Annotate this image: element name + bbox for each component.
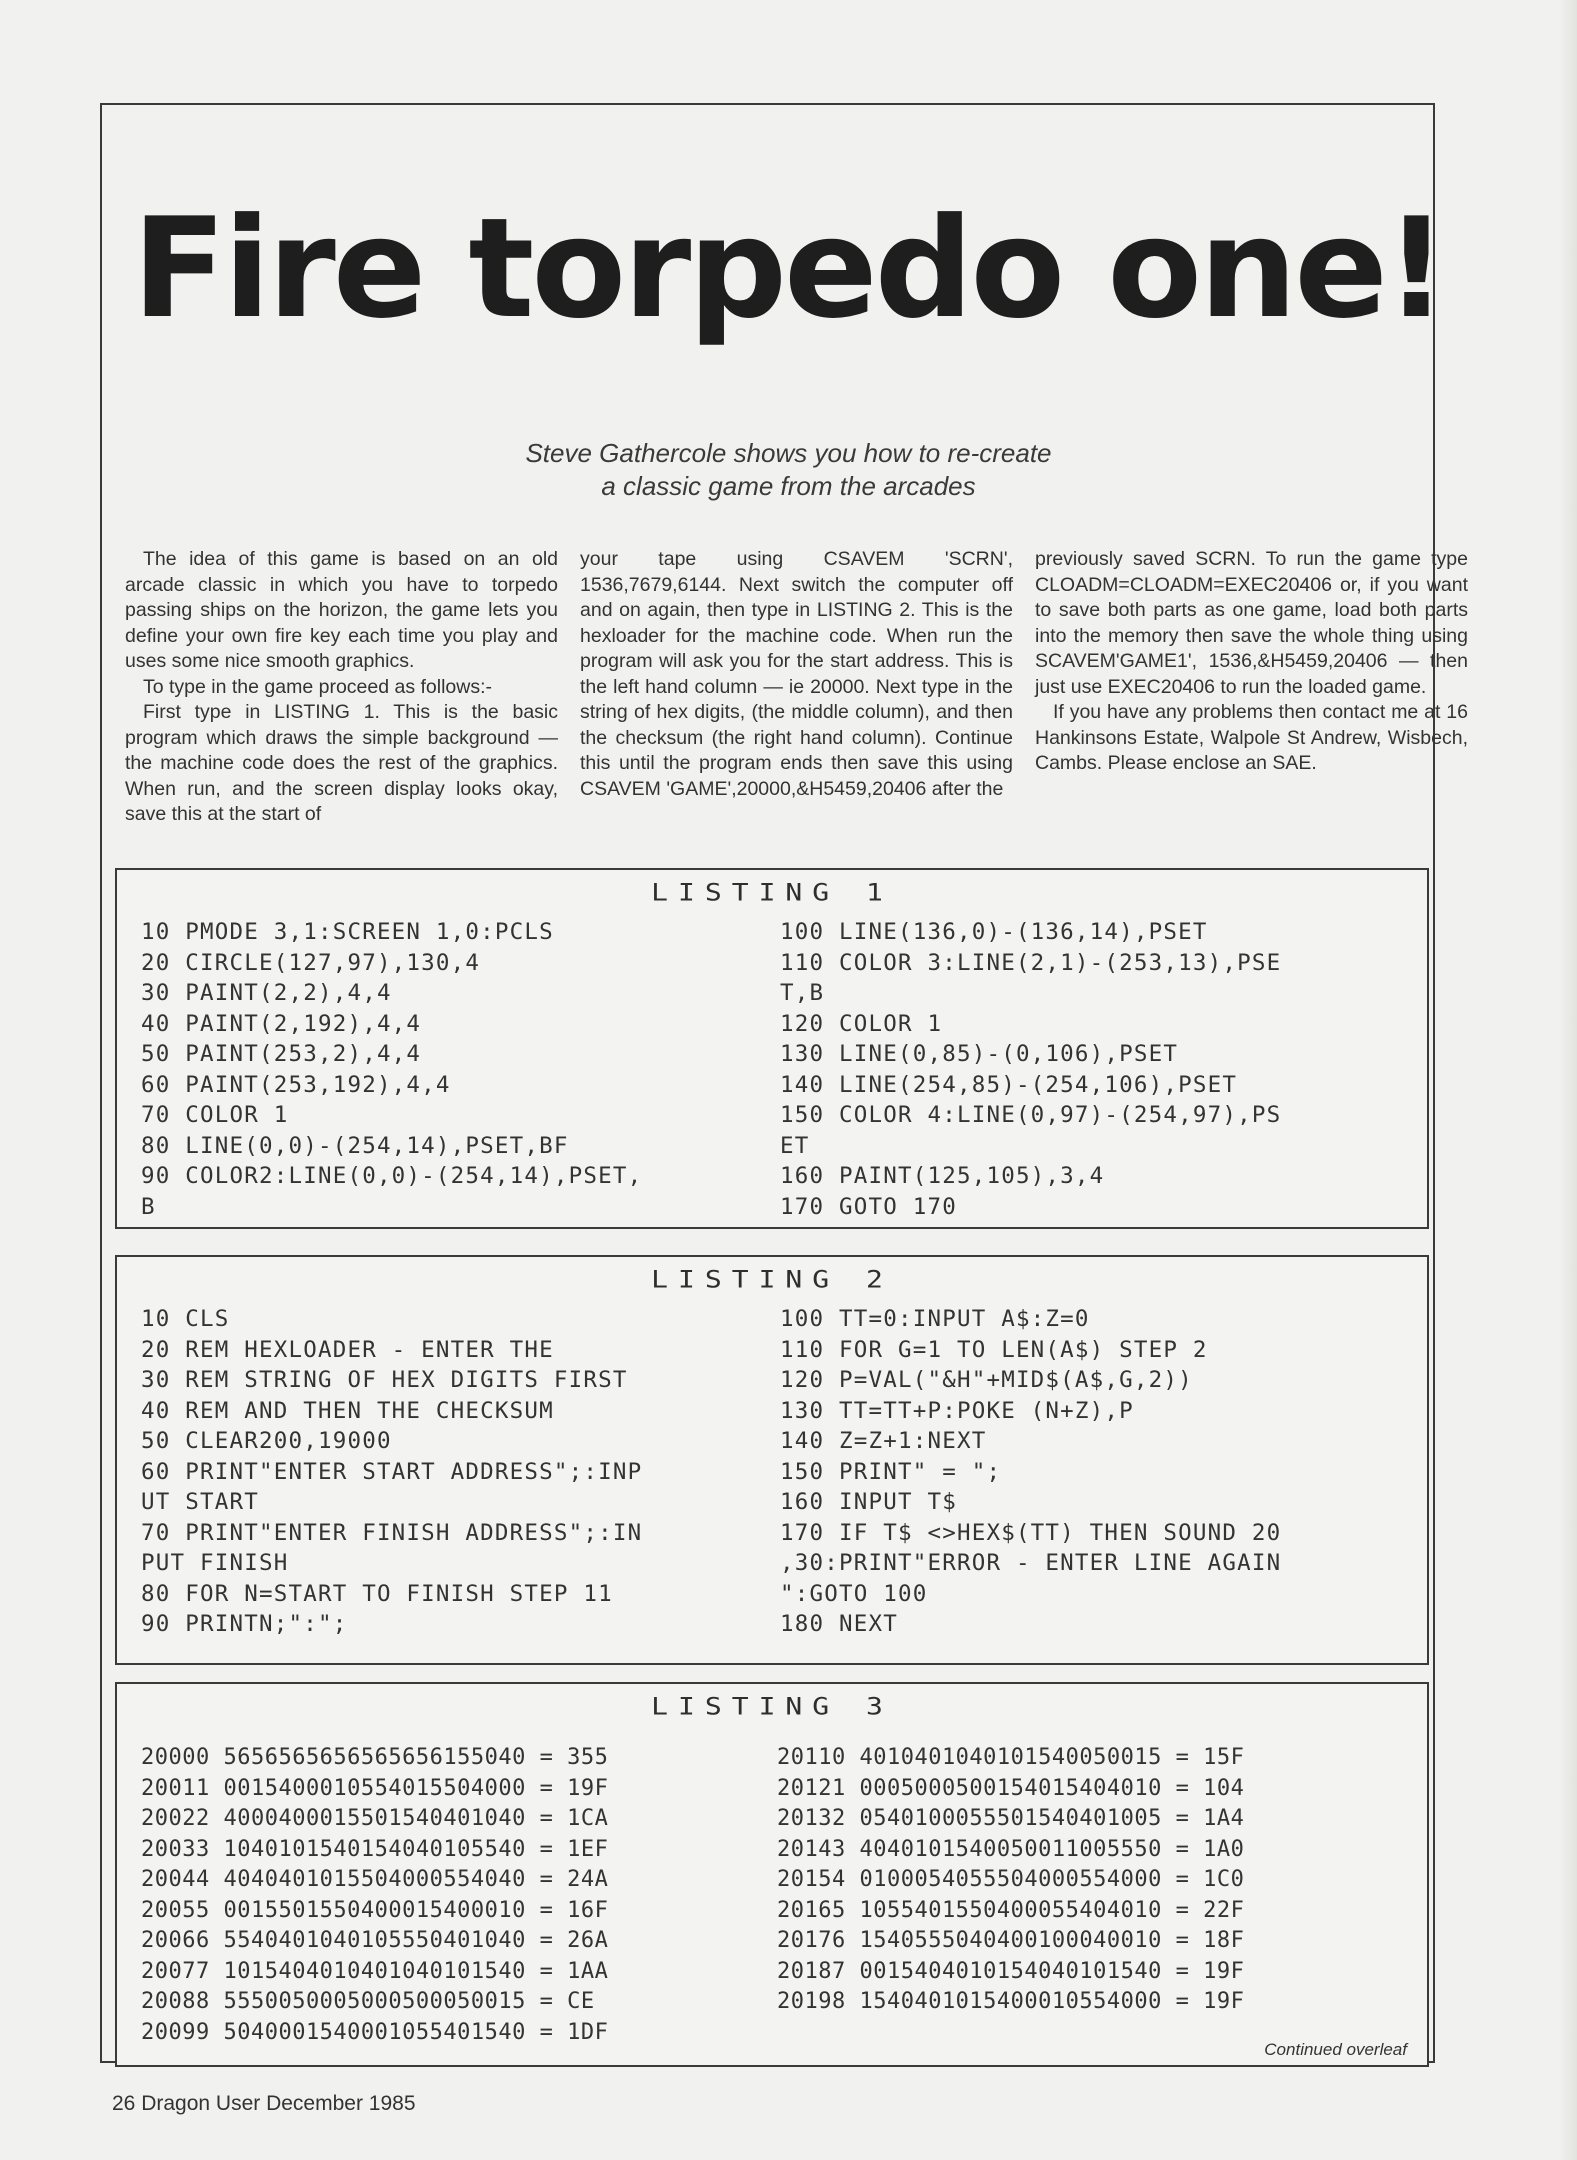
page-footer: 26 Dragon User December 1985 [112,2092,416,2115]
code-line: B [141,1193,156,1220]
code-line: 10 CLS [141,1306,230,1332]
listing-2-right-column [768,1304,1407,1640]
intro-column-2 [580,547,1013,828]
code-line: 20088 5550050005000500050015 = CE [141,1989,595,2014]
code-line: 60 PAINT(253,192),4,4 [141,1071,451,1098]
article-title: Fire torpedo one! [132,188,1445,349]
code-line: 180 NEXT [780,1611,898,1637]
paragraph: To type in the game proceed as follows:- [143,675,493,698]
code-line: 30 REM STRING OF HEX DIGITS FIRST [141,1367,628,1393]
code-line: 90 PRINTN;":"; [141,1611,348,1637]
code-line: T,B [780,980,825,1006]
code-line: 20187 0015404010154040101540 = 19F [777,1958,1245,1984]
code-line: 50 PAINT(253,2),4,4 [141,1041,422,1067]
code-line: 20 REM HEXLOADER - ENTER THE [141,1336,554,1363]
listing-2-box [115,1255,1429,1665]
code-line: 20165 1055401550400055404010 = 22F [777,1897,1245,1923]
code-line: 150 PRINT" = "; [780,1458,1002,1485]
code-line: 20011 0015400010554015504000 = 19F [141,1775,609,1801]
code-line: 100 TT=0:INPUT A$:Z=0 [780,1306,1090,1332]
code-line: 20 CIRCLE(127,97),130,4 [141,949,481,976]
listing-1-code [117,917,1427,1222]
code-line: ,30:PRINT"ERROR - ENTER LINE AGAIN [780,1550,1282,1576]
code-line: 20000 5656565656565656155040 = 355 [141,1745,609,1770]
paragraph: First type in LISTING 1. This is the basic program which draws the simple background — the machine code does the rest of the graphics. When run, and the screen display looks okay, save this at the start of [125,701,558,825]
code-line: 160 PAINT(125,105),3,4 [780,1163,1105,1189]
code-line: 20055 0015501550400015400010 = 16F [141,1897,609,1923]
code-line: 20066 5540401040105550401040 = 26A [141,1928,609,1953]
code-line: 90 COLOR2:LINE(0,0)-(254,14),PSET, [141,1163,643,1189]
code-line: 110 COLOR 3:LINE(2,1)-(253,13),PSE [780,949,1282,976]
code-line: 110 FOR G=1 TO LEN(A$) STEP 2 [780,1336,1208,1363]
listing-1-left-column [141,917,768,1222]
code-line: 100 LINE(136,0)-(136,14),PSET [780,919,1208,945]
code-line: 130 TT=TT+P:POKE (N+Z),P [780,1397,1134,1424]
code-line: 20143 4040101540050011005550 = 1A0 [777,1836,1245,1862]
code-line: 20022 4000400015501540401040 = 1CA [141,1806,609,1831]
code-line: PUT FINISH [141,1550,289,1576]
code-line: 140 Z=Z+1:NEXT [780,1428,987,1454]
code-line: 20132 0540100055501540401005 = 1A4 [777,1806,1245,1831]
code-line: 10 PMODE 3,1:SCREEN 1,0:PCLS [141,919,554,945]
code-line: 20154 0100054055504000554000 = 1C0 [777,1867,1245,1892]
code-line: 170 GOTO 170 [780,1193,957,1220]
intro-column-1 [125,547,558,828]
code-line: 120 P=VAL("&H"+MID$(A$,G,2)) [780,1367,1193,1393]
code-line: 130 LINE(0,85)-(0,106),PSET [780,1041,1179,1067]
code-line: 160 INPUT T$ [780,1489,957,1515]
code-line: 50 CLEAR200,19000 [141,1428,392,1454]
code-line: 20176 1540555040400100040010 = 18F [777,1928,1245,1953]
listing-1-title: LISTING 1 [651,878,893,907]
code-line: 20044 4040401015504000554040 = 24A [141,1867,609,1892]
listing-2-code [117,1304,1427,1640]
paragraph: your tape using CSAVEM 'SCRN', 1536,7679,6144. Next switch the computer off and on again, then type in LISTING 2. This is the hexloader for the machine code. When run the program will ask you for the start address. This is the left hand column — ie 20000. Next type in the string of hex digits, (the middle column), and then the checksum (the right hand column). Continue this until the program ends then save this using CSAVEM 'GAME',20000,&H5459,20406 after the [580,548,1013,800]
listing-2-left-column [141,1304,768,1640]
subtitle-line-2: a classic game from the arcades [601,471,976,501]
listing-3-code [117,1743,1427,2048]
code-line: 170 IF T$ <>HEX$(TT) THEN SOUND 20 [780,1519,1282,1546]
code-line: 70 PRINT"ENTER FINISH ADDRESS";:IN [141,1519,643,1546]
code-line: ET [780,1132,810,1159]
code-line: 140 LINE(254,85)-(254,106),PSET [780,1071,1238,1098]
code-line: 120 COLOR 1 [780,1010,943,1037]
paragraph: If you have any problems then contact me at 16 Hankinsons Estate, Walpole St Andrew, Wisbech, Cambs. Please enclose an SAE. [1035,701,1468,774]
code-line: ":GOTO 100 [780,1580,928,1607]
listing-3-left-column [141,1743,771,2048]
article-subtitle [0,437,1577,503]
listing-1-right-column [768,917,1407,1222]
code-line: 20099 5040001540001055401540 = 1DF [141,2019,609,2045]
intro-columns [125,547,1468,828]
subtitle-line-1: Steve Gathercole shows you how to re-create [525,438,1052,468]
code-line: 150 COLOR 4:LINE(0,97)-(254,97),PS [780,1102,1282,1128]
code-line: 60 PRINT"ENTER START ADDRESS";:INP [141,1458,643,1485]
listing-3-box [115,1682,1429,2067]
code-line: 80 LINE(0,0)-(254,14),PSET,BF [141,1132,569,1159]
code-line: 30 PAINT(2,2),4,4 [141,980,392,1006]
continued-overleaf: Continued overleaf [1264,2040,1407,2059]
code-line: 20198 1540401015400010554000 = 19F [777,1989,1245,2014]
code-line: 70 COLOR 1 [141,1102,289,1128]
code-line: 20033 1040101540154040105540 = 1EF [141,1836,609,1862]
intro-column-3 [1035,547,1468,828]
code-line: 20110 4010401040101540050015 = 15F [777,1745,1245,1770]
listing-1-box [115,868,1429,1229]
code-line: 40 REM AND THEN THE CHECKSUM [141,1397,554,1424]
listing-2-title: LISTING 2 [651,1265,893,1294]
paragraph: The idea of this game is based on an old arcade classic in which you have to torpedo passing ships on the horizon, the game lets you define your own fire key each time you play and uses some nice smooth graphics. [125,548,558,672]
code-line: 20121 0005000500154015404010 = 104 [777,1775,1245,1801]
code-line: UT START [141,1489,259,1515]
code-line: 40 PAINT(2,192),4,4 [141,1010,422,1037]
paragraph: previously saved SCRN. To run the game type CLOADM=CLOADM=EXEC20406 or, if you want to save both parts as one game, load both parts into the memory then save the whole thing using SCAVEM'GAME1', 1536,&H5459,20406 — then just use EXEC20406 to run the loaded game. [1035,548,1468,698]
code-line: 20077 1015404010401040101540 = 1AA [141,1958,609,1984]
listing-3-title: LISTING 3 [651,1692,893,1721]
listing-3-right-column [771,1743,1407,2048]
code-line: 80 FOR N=START TO FINISH STEP 11 [141,1580,613,1607]
